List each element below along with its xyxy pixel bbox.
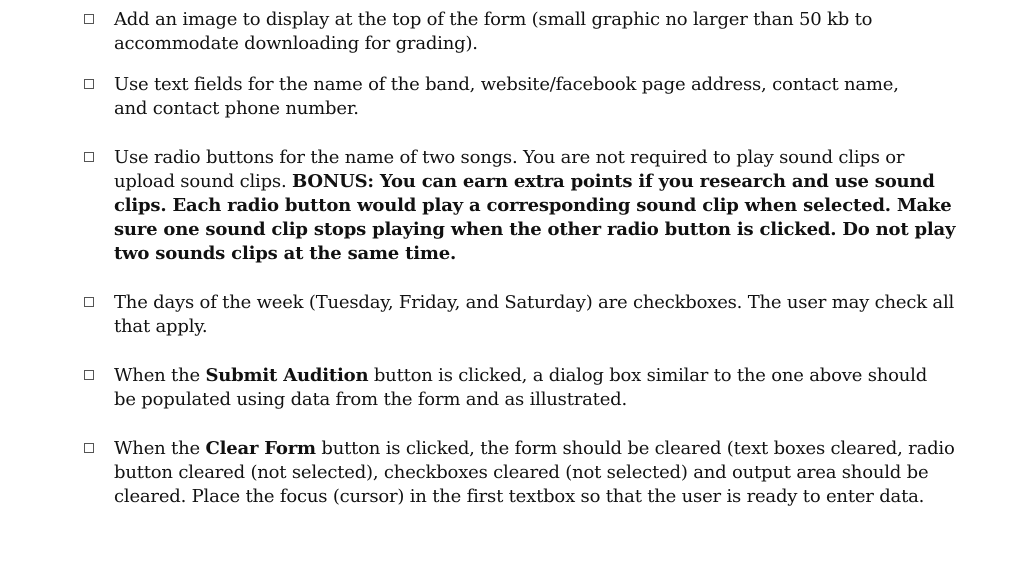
- checklist-item-text: [114, 291, 984, 339]
- checklist-item-text: [114, 8, 994, 56]
- clear-form-label: Clear Form: [205, 438, 316, 459]
- checkbox-icon: [84, 14, 94, 24]
- text-run: button is clicked, a dialog box similar to the one above should be populated using data from the form and as illustrated.: [114, 365, 928, 410]
- text-run: When the: [114, 438, 206, 459]
- bonus-text-run: BONUS: You can earn extra points if you research and use sound clips. Each radio button would play a corresponding sound clip when selected. Make sure one sound clip stops playing when the other radio button is clicked. Do not play two sounds clips at the same time.: [114, 171, 956, 264]
- checkbox-icon: [84, 297, 94, 307]
- checklist-item-text: [114, 73, 934, 121]
- text-run: When the: [114, 365, 206, 386]
- text-run: Use radio buttons for the name of two songs. You are not required to play sound clips or upload sound clips.: [114, 147, 905, 192]
- checkbox-icon: [84, 152, 94, 162]
- text-run: Use text fields for the name of the band, website/facebook page address, contact name, and contact phone number.: [114, 74, 899, 119]
- text-run: The days of the week (Tuesday, Friday, and Saturday) are checkboxes. The user may check all that apply.: [114, 292, 955, 337]
- text-run: Add an image to display at the top of the form (small graphic no larger than 50 kb to accommodate downloading for grading).: [114, 9, 873, 54]
- text-run: button is clicked, the form should be cleared (text boxes cleared, radio button cleared (not selected), checkboxes cleared (not selected) and output area should be cleared. Place the focus (cursor) in the first textbox so that the user is ready to enter data.: [114, 438, 955, 507]
- checklist-item-text: [114, 146, 964, 266]
- submit-audition-label: Submit Audition: [205, 365, 369, 386]
- checkbox-icon: [84, 79, 94, 89]
- checkbox-icon: [84, 443, 94, 453]
- checklist-item-text: [114, 437, 999, 509]
- checklist-item-text: [114, 364, 944, 412]
- checkbox-icon: [84, 370, 94, 380]
